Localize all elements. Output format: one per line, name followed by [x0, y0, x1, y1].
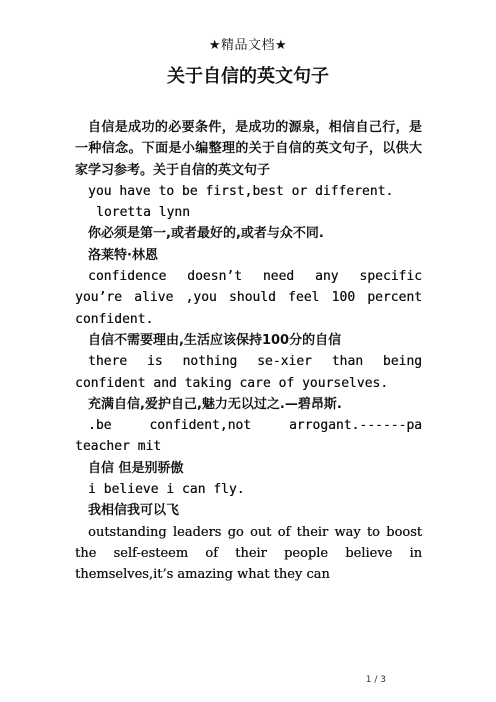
quote-english-6: outstanding leaders go out of their way to boost the self-esteem of their people believe in themselves,it’s amazing what they can — [75, 524, 422, 583]
quote-english-4: .be confident,not arrogant.------pa teacher mit — [75, 418, 422, 455]
quote-chinese-1: 你必须是第一,或者最好的,或者与众不同. — [88, 226, 324, 242]
quote-chinese-2: 自信不需要理由,生活应该保持100分的自信 — [88, 332, 342, 348]
quote-chinese-4: 自信 但是别骄傲 — [88, 460, 184, 476]
page-header: ★精品文档★ — [208, 38, 288, 53]
quote-english-3: there is nothing se-xier than being confident and taking care of yourselves. — [75, 354, 422, 391]
quote-chinese-5: 我相信我可以飞 — [88, 503, 180, 519]
document-content — [75, 117, 422, 586]
quote-english-2: confidence doesn’t need any specific you’re alive ,you should feel 100 percent confident. — [75, 269, 422, 327]
page-number: 1 / 3 — [365, 675, 386, 685]
document-title: 关于自信的英文句子 — [167, 66, 329, 87]
quote-chinese-3: 充满自信,爱护自己,魅力无以过之.—碧昂斯. — [88, 396, 342, 412]
intro-paragraph: 自信是成功的必要条件，是成功的源泉，相信自己行，是一种信念。下面是小编整理的关于自信的英文句子，以供大家学习参考。关于自信的英文句子 — [75, 120, 422, 178]
quote-author-english-1: loretta lynn — [96, 205, 190, 221]
quote-english-1: you have to be first,best or different. — [88, 183, 394, 199]
quote-author-chinese-1: 洛莱特·林恩 — [88, 247, 158, 263]
quote-english-5: i believe i can fly. — [88, 482, 245, 498]
